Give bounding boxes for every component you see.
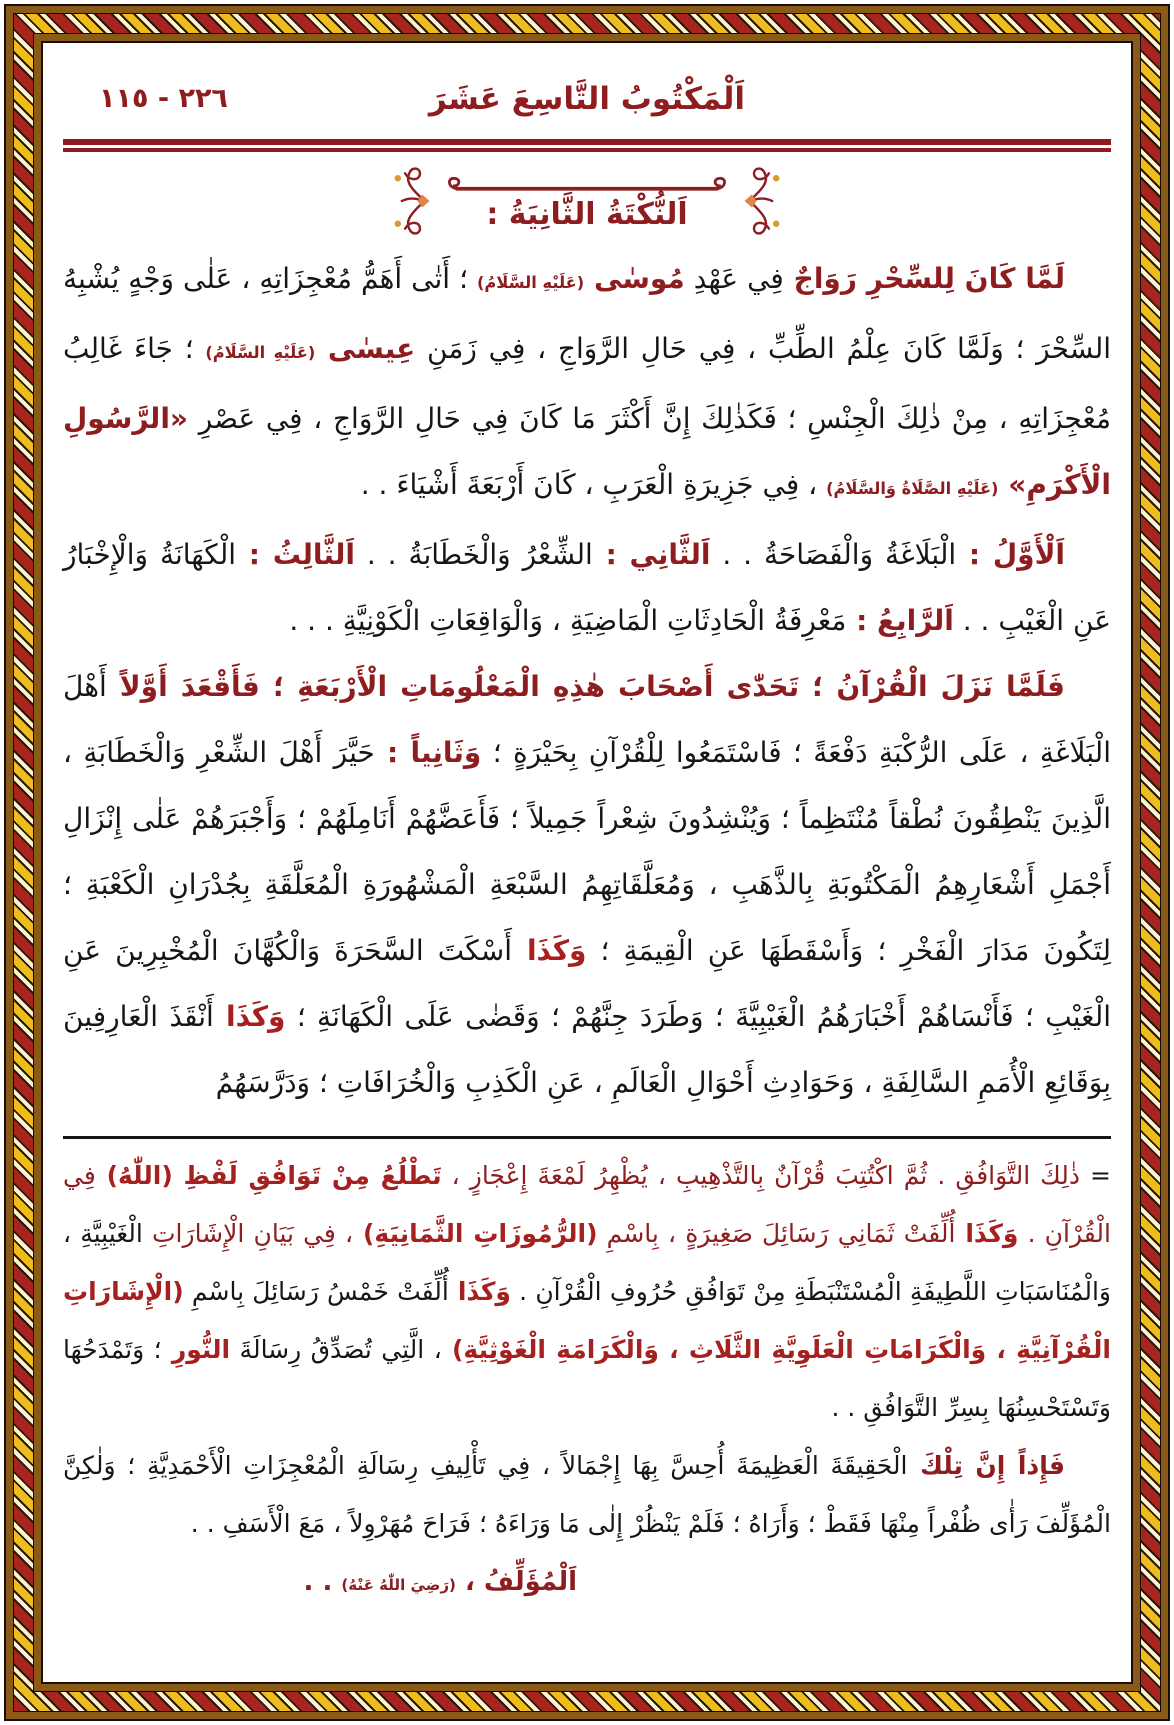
- honorific-stamp: (رَضِيَ اللّٰهُ عَنْهُ): [341, 1576, 456, 1594]
- honorific-stamp: (عَلَيْهِ الصَّلَاةُ وَالسَّلَامُ): [826, 479, 999, 498]
- page-number-reference: ٢٢٦ - ١١٥: [99, 83, 228, 114]
- text-segment: مَعْرِفَةُ الْحَادِثَاتِ الْمَاضِيَةِ ، وَالْوَاقِعَاتِ الْكَوْنِيَّةِ . . .: [289, 604, 847, 637]
- text-segment: اَلْأَوَّلُ :: [956, 538, 1066, 571]
- text-segment: ؛ جَاءَ غَالِبُ مُعْجِزَاتِهِ ، مِنْ ذٰلِكَ الْجِنْسِ ؛ فَكَذٰلِكَ إِنَّ أَكْثَرَ مَا كَانَ فِي حَالِ الرَّوَاجِ ، فِي عَصْرِ: [63, 332, 1111, 435]
- text-segment: وَكَذَا: [213, 1000, 286, 1033]
- body-paragraph-3: [63, 654, 1111, 1116]
- text-segment: اَلثَّالِثُ :: [236, 538, 355, 571]
- content-area: [43, 43, 1131, 1682]
- text-segment: الْكَهَانَةُ وَالْإِخْبَارُ عَنِ الْغَيْبِ . .: [63, 538, 1111, 637]
- cartouche-ornament-left-icon: [387, 162, 433, 240]
- text-segment: ؛ وَتَمْدَحُهَا وَتَسْتَحْسِنُهَا بِسِرِّ التَّوَافُقِ . .: [63, 1335, 1111, 1422]
- text-segment: تَطْلُعُ مِنْ تَوَافُقِ لَفْظِ (اللّٰهُ): [95, 1161, 442, 1190]
- text-segment: مُوسٰى: [584, 262, 685, 295]
- cartouche-body: [437, 171, 737, 232]
- text-segment: الْحَقِيقَةَ الْعَظِيمَةَ أُحِسَّ بِهَا إِجْمَالاً ، فِي تَأْلِيفِ رِسَالَةِ الْمُعْجِزَاتِ الْأَحْمَدِيَّةِ ؛ وَلٰكِنَّ الْمُؤَلِّفَ رَأٰى ظُفْراً مِنْهَا فَقَطْ ؛ وَأَرَاهُ ؛ فَلَمْ يَنْظُرْ إِلٰى مَا وَرَاءَهُ ؛ فَرَاحَ مُهَرْوِلاً ، مَعَ الْأَسَفِ . .: [63, 1451, 1111, 1538]
- text-segment: لَمَّا كَانَ لِلسِّحْرِ رَوَاجٌ: [783, 262, 1066, 295]
- text-segment: فَإِذاً إِنَّ تِلْكَ: [907, 1451, 1065, 1480]
- page-title: اَلْمَكْتُوبُ التَّاسِعَ عَشَرَ: [428, 81, 746, 117]
- text-segment: . .: [303, 1567, 342, 1597]
- text-segment: الْغَيْبِيَّةِ ، وَالْمُنَاسَبَاتِ اللَّطِيفَةِ الْمُسْتَنْبَطَةِ مِنْ تَوَافُقِ حُرُوفِ الْقُرْآنِ .: [63, 1219, 1111, 1306]
- section-title: اَلنُّكْتَةُ الثَّانِيَةُ :: [486, 196, 688, 232]
- header-double-rule: [63, 139, 1111, 152]
- text-segment: أَسْكَتَ السَّحَرَةَ وَالْكُهَّانَ الْمُخْبِرِينَ عَنِ الْغَيْبِ ؛ فَأَنْسَاهُمْ أَخْبَارَهُمُ الْغَيْبِيَّةَ ؛ وَطَرَدَ جِنَّهُمْ ؛ وَقَضٰى عَلَى الْكَهَانَةِ ؛: [63, 934, 1111, 1033]
- section-cartouche: [63, 162, 1111, 240]
- text-segment: أُلِّفَتْ ثَمَانِي رَسَائِلَ صَغِيرَةٍ ، بِاسْمِ: [597, 1219, 956, 1248]
- text-segment: الْبَلَاغَةُ وَالْفَصَاحَةُ . .: [710, 538, 957, 571]
- footnote-continuation-marker: =: [1080, 1161, 1111, 1190]
- text-segment: فِي الْقُرْآنِ .: [63, 1161, 1111, 1248]
- text-segment: ، فِي جَزِيرَةِ الْعَرَبِ ، كَانَ أَرْبَعَةَ أَشْيَاءَ . .: [360, 468, 827, 501]
- text-segment: وَكَذَا: [955, 1219, 1019, 1248]
- cartouche-top-rule-icon: [437, 171, 737, 197]
- header: [63, 67, 1111, 131]
- text-segment: وَكَذَا: [448, 1277, 511, 1306]
- text-segment: «الرَّسُولِ الْأَكْرَمِ»: [63, 402, 1111, 501]
- text-segment: النُّورِ: [161, 1335, 231, 1364]
- honorific-stamp: (عَلَيْهِ السَّلَامُ): [205, 343, 316, 362]
- text-segment: أَهْلَ الْبَلَاغَةِ ، عَلَى الرُّكْبَةِ دَفْعَةً ؛ فَاسْتَمَعُوا لِلْقُرْآنِ بِحَيْرَةٍ ؛: [63, 670, 1111, 769]
- footnote-paragraph-2: [63, 1437, 1111, 1553]
- honorific-stamp: (عَلَيْهِ السَّلَامُ): [476, 273, 585, 292]
- text-segment: اَلرَّابِعُ :: [846, 604, 954, 637]
- text-segment: الشِّعْرُ وَالْخَطَابَةُ . .: [354, 538, 593, 571]
- text-segment: فَلَمَّا نَزَلَ الْقُرْآنُ ؛ تَحَدّٰى أَصْحَابَ هٰذِهِ الْمَعْلُومَاتِ الْأَرْبَعَةِ ؛ فَأَقْعَدَ أَوَّلاً: [106, 670, 1065, 703]
- cartouche-ornament-right-icon: [741, 162, 787, 240]
- text-segment: ؛ أَتٰى أَهَمُّ مُعْجِزَاتِهِ ، عَلٰى وَجْهٍ يُشْبِهُ السِّحْرَ ؛ وَلَمَّا كَانَ عِلْمُ الطِّبِّ ، فِي حَالِ الرَّوَاجِ ، فِي زَمَنِ: [63, 262, 1111, 365]
- body-paragraph-2: [63, 522, 1111, 654]
- text-segment: (الْإِشَارَاتِ الْقُرْآنِيَّةِ ، وَالْكَرَامَاتِ الْعَلَوِيَّةِ الثَّلَاثِ ، وَالْكَرَامَةِ الْغَوْثِيَّةِ): [63, 1277, 1111, 1364]
- text-segment: عِيسٰى: [315, 332, 416, 365]
- footnote-separator: [63, 1136, 1111, 1139]
- text-segment: اَلثَّانِي :: [592, 538, 711, 571]
- text-segment: حَيَّرَ أَهْلَ الشِّعْرِ وَالْخَطَابَةِ ، الَّذِينَ يَنْطِقُونَ نُطْقاً مُنْتَظِماً ؛ وَيُنْشِدُونَ شِعْراً جَمِيلاً ؛ فَأَعَضَّهُمْ أَنَامِلَهُمْ ؛ وَأَجْبَرَهُمْ عَلٰى إِنْزَالِ أَجْمَلِ أَشْعَارِهِمُ الْمَكْتُوبَةِ بِالذَّهَبِ ، وَمُعَلَّقَاتِهِمُ السَّبْعَةِ الْمَشْهُورَةِ الْمُعَلَّقَةِ بِجُدْرَانِ الْكَعْبَةِ ؛ لِتَكُونَ مَدَارَ الْفَخْرِ ؛ وَأَسْقَطَهَا عَنِ الْقِيمَةِ ؛: [63, 736, 1111, 967]
- text-segment: ، الَّتِي تُصَدِّقُ رِسَالَةَ: [230, 1335, 442, 1364]
- body-paragraph-1: [63, 246, 1111, 522]
- text-segment: ، فِي بَيَانِ الْإِشَارَاتِ: [142, 1219, 354, 1248]
- text-segment: ذٰلِكَ التَّوَافُقِ . ثُمَّ اكْتُتِبَ قُرْآنٌ بِالتَّذْهِيبِ ، يُظْهِرُ لَمْعَةَ إِعْجَازٍ ،: [441, 1161, 1080, 1190]
- text-segment: أُلِّفَتْ خَمْسُ رَسَائِلَ بِاسْمِ: [183, 1277, 449, 1306]
- text-segment: أَنْقَذَ الْعَارِفِينَ بِوَقَائِعِ الْأُمَمِ السَّالِفَةِ ، وَحَوَادِثِ أَحْوَالِ الْعَالَمِ ، عَنِ الْكَذِبِ وَالْخُرَافَاتِ ؛ وَدَرَّسَهُمُ: [63, 1000, 1111, 1099]
- text-segment: وَكَذَا: [512, 934, 587, 967]
- footnote-paragraph-1: [63, 1147, 1111, 1437]
- text-segment: اَلْمُؤَلِّفُ ،: [455, 1567, 578, 1597]
- text-segment: فِي عَهْدِ: [684, 262, 784, 295]
- text-segment: وَثَانِياً :: [374, 736, 482, 769]
- footnote-signature: [126, 1553, 755, 1614]
- text-segment: (الرُّمُوزَاتِ الثَّمَانِيَةِ): [353, 1219, 598, 1248]
